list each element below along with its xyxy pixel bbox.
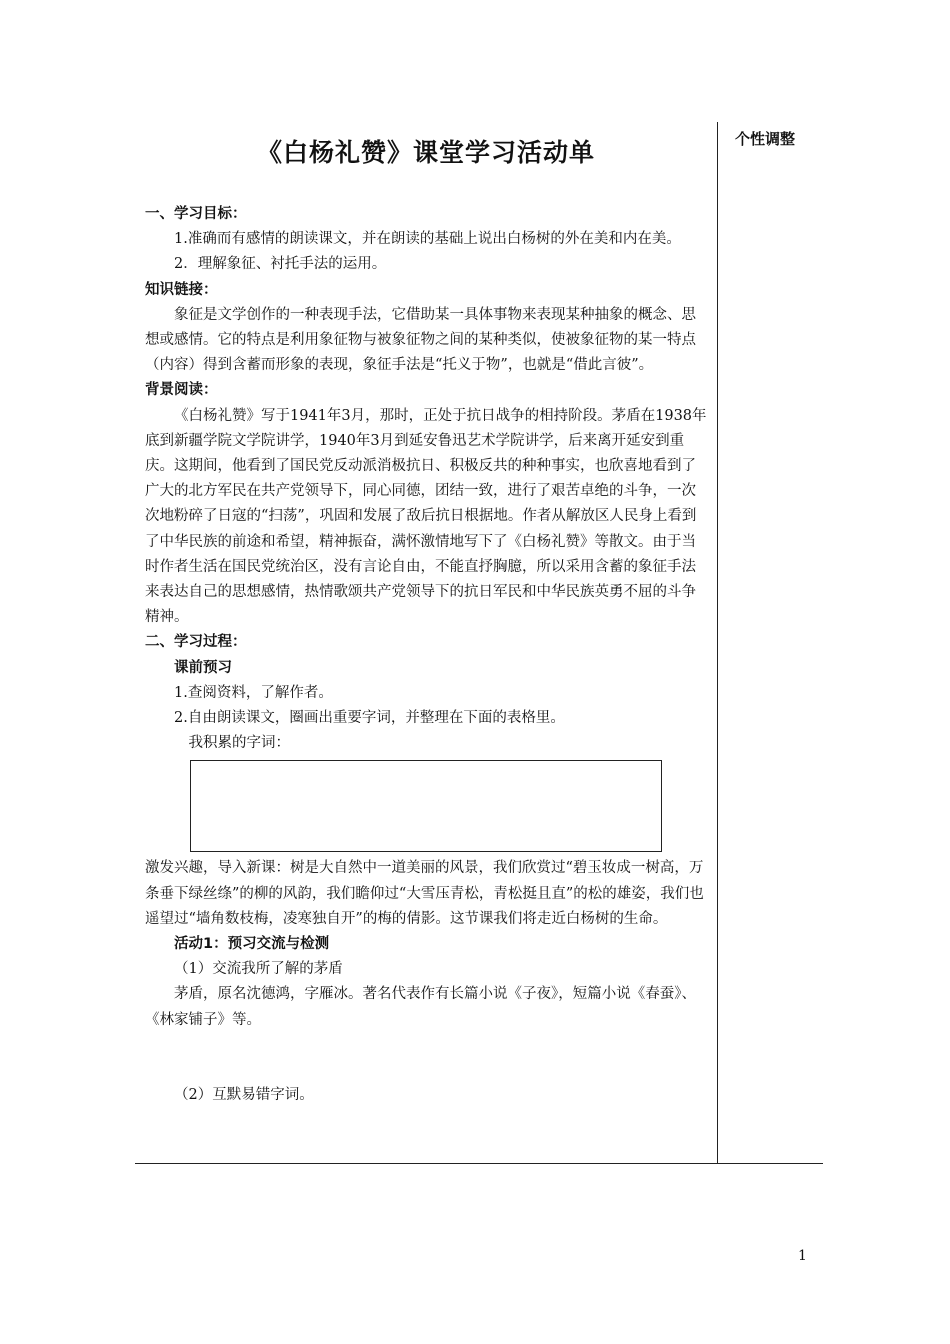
preview-heading: 课前预习 [174,659,232,676]
background-heading: 背景阅读： [145,382,218,399]
goal-item: 2．理解象征、衬托手法的运用。 [174,256,387,273]
preview-item: 2.自由朗读课文，圈画出重要字词，并整理在下面的表格里。 [174,710,565,727]
activity1-answer: 茅盾，原名沈德鸿，字雁冰。著名代表作有长篇小说《子夜》，短篇小说《春蚕》、《林家铺子》等。 [145,986,696,1028]
intro-text: 激发兴趣，导入新课：树是大自然中一道美丽的风景，我们欣赏过“碧玉妆成一树高，万条垂下绿丝绦”的柳的风韵，我们瞻仰过“大雪压青松，青松挺且直”的松的雄姿，我们也遥望过“墙角数枝梅，凌寒独自开”的梅的倩影。这节课我们将走近白杨树的生命。 [145,860,704,927]
activity1-heading: 活动1：预习交流与检测 [174,936,330,953]
answer-space[interactable] [145,1033,710,1083]
background-text: 《白杨礼赞》写于1941年3月，那时，正处于抗日战争的相持阶段。茅盾在1938年底到新疆学院文学院讲学，1940年3月到延安鲁迅艺术学院讲学，后来离开延安到重庆。这期间，他看到了国民党反动派消极抗日、积极反共的种种事实，也欣喜地看到了广大的北方军民在共产党领导下，同心同德，团结一致，进行了艰苦卓绝的斗争，一次次地粉碎了日寇的“扫荡”，巩固和发展了敌后抗日根据地。作者从解放区人民身上看到了中华民族的前途和希望，精神振奋，满怀激情地写下了《白杨礼赞》等散文。由于当时作者生活在国民党统治区，没有言论自由，不能直抒胸臆，所以采用含蓄的象征手法来表达自己的思想感情，热情歌颂共产党领导下的抗日军民和中华民族英勇不屈的斗争精神。 [145,407,707,626]
main-content [145,202,710,1108]
words-answer-box[interactable] [190,760,662,852]
words-label: 我积累的字词： [188,735,290,752]
preview-item: 1.查阅资料，了解作者。 [174,684,333,701]
page-title: 《白杨礼赞》课堂学习活动单 [256,138,595,167]
section1-heading: 一、学习目标： [145,206,247,222]
column-divider [717,122,718,1164]
knowledge-text: 象征是文学创作的一种表现手法，它借助某一具体事物来表现某种抽象的概念、思想或感情。它的特点是利用象征物与被象征物之间的某种类似，使被象征物的某一特点（内容）得到含蓄而形象的表现，象征手法是“托义于物”，也就是“借此言彼”。 [145,306,696,374]
bottom-rule [135,1163,823,1164]
activity1-question: （2）互默易错字词。 [174,1086,314,1103]
side-column-title: 个性调整 [735,130,796,148]
knowledge-heading: 知识链接： [145,281,218,298]
page-number: 1 [798,1248,807,1264]
activity1-question: （1）交流我所了解的茅盾 [174,961,343,978]
goal-item: 1.准确而有感情的朗读课文，并在朗读的基础上说出白杨树的外在美和内在美。 [174,231,681,248]
section2-heading: 二、学习过程： [145,634,247,651]
